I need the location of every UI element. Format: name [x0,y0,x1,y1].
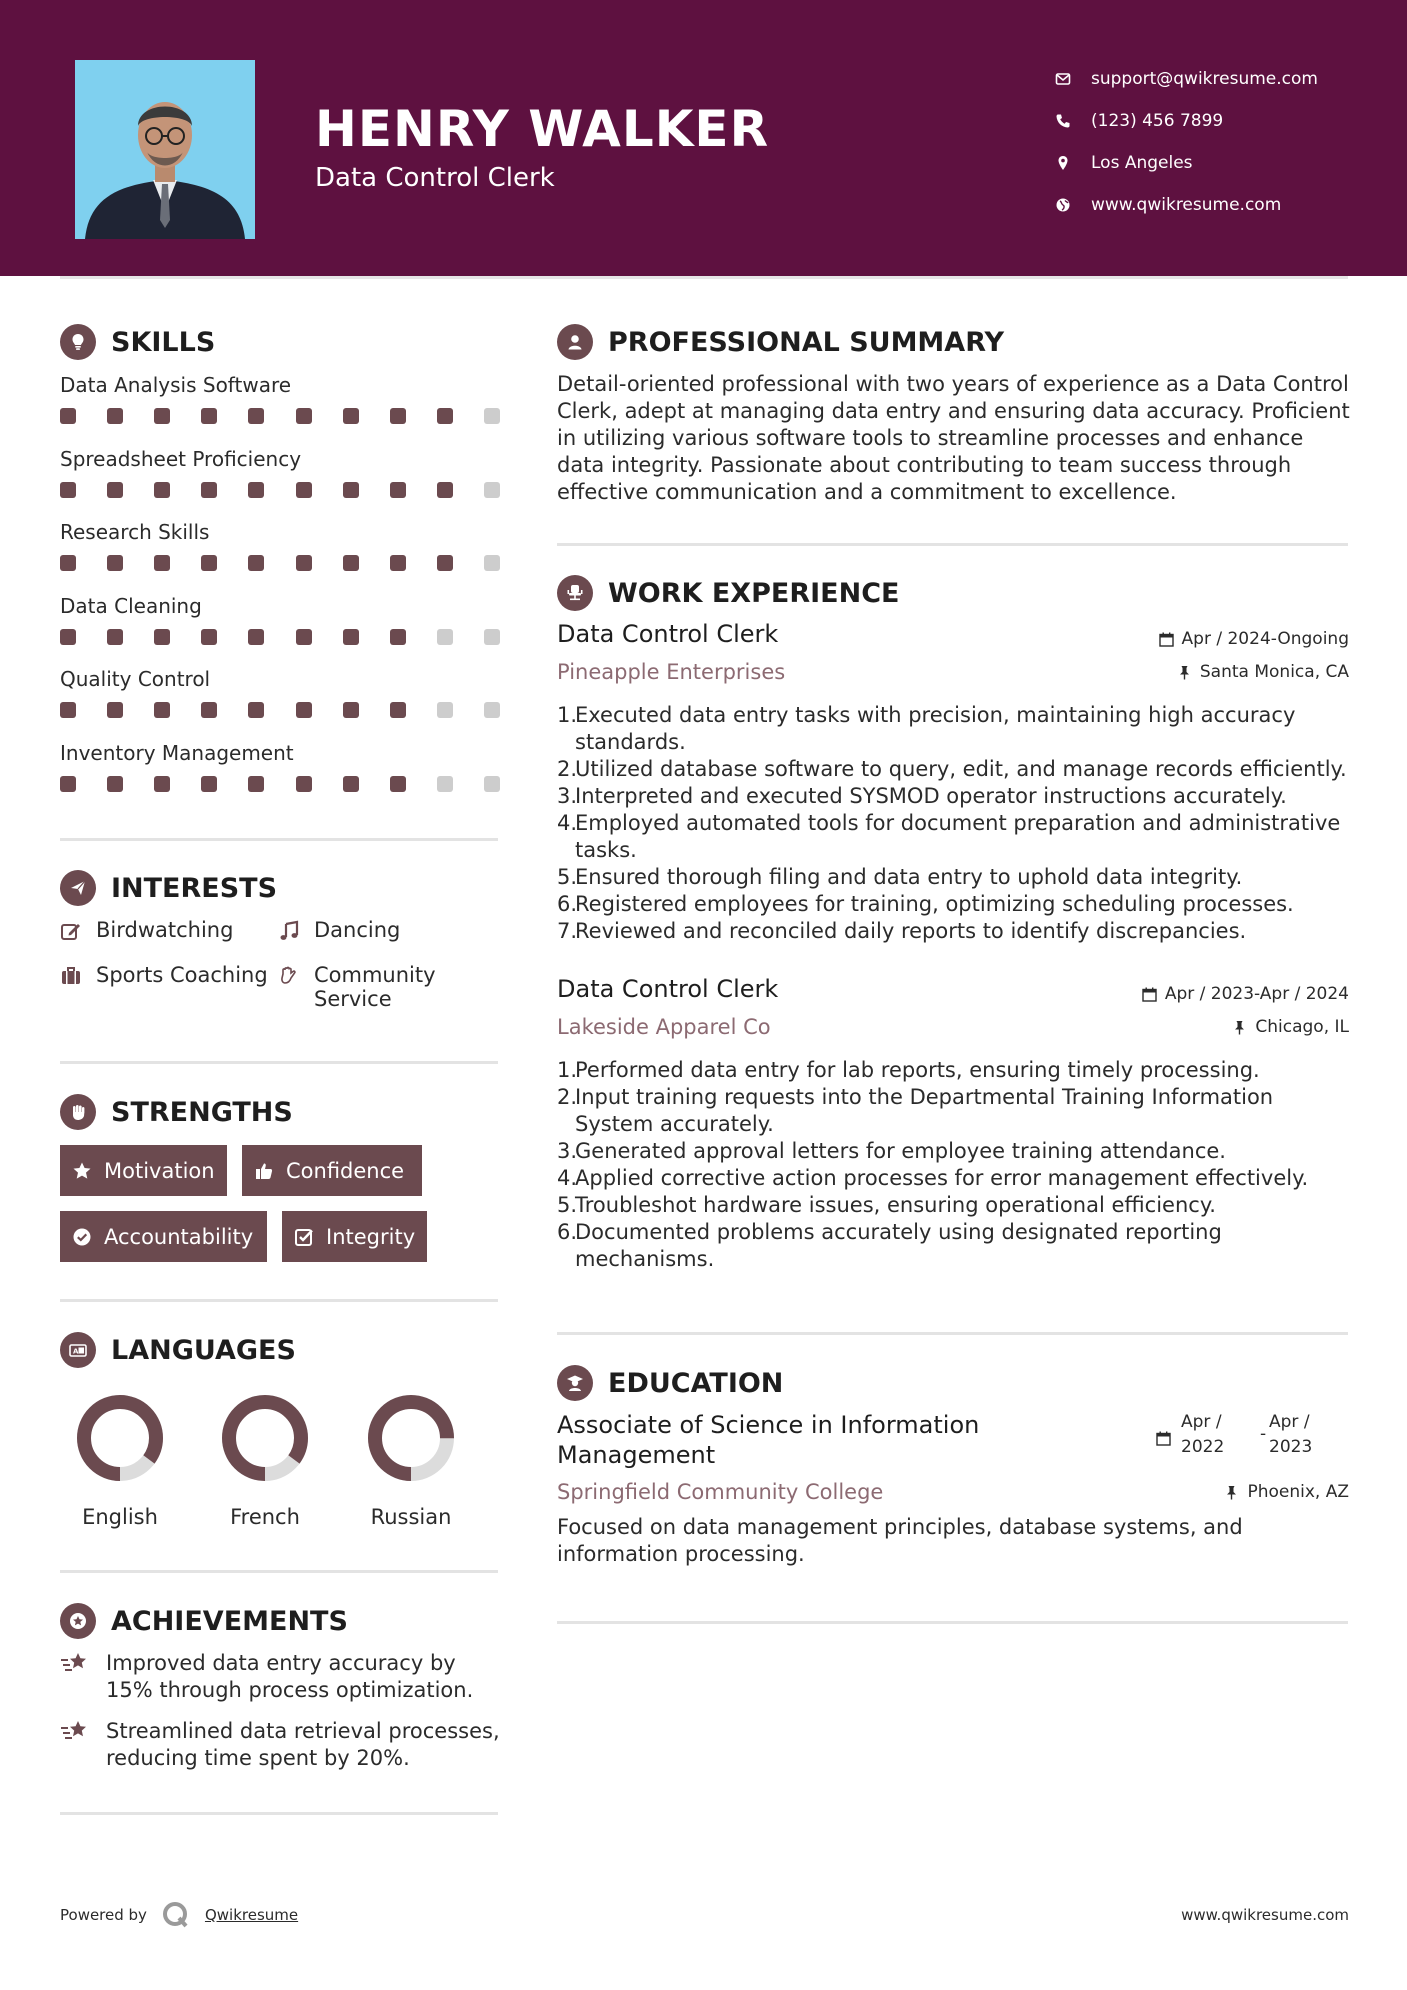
skill-dot [201,408,217,424]
skill-dot [484,776,500,792]
calendar-icon [1142,987,1157,1002]
skill-dot [390,776,406,792]
skill-dot [390,629,406,645]
list-number: 5. [557,1193,578,1217]
skill-dot [248,702,264,718]
skill-dot [107,555,123,571]
skill-dot [107,482,123,498]
skill-dot [343,408,359,424]
skill-dot [437,629,453,645]
skill-name: Data Analysis Software [60,373,292,397]
skills-heading: SKILLS [60,324,215,360]
skill-dot [296,408,312,424]
skill-name: Quality Control [60,667,211,691]
pushpin-icon [1232,1020,1247,1035]
list-item: 7. Reviewed and reconciled daily reports to identify discrepancies. [557,919,1247,943]
skill-dot [248,629,264,645]
skill-dot [154,482,170,498]
list-item: 1. Performed data entry for lab reports, ensuring timely processing. [557,1058,1260,1082]
skill-dot [107,408,123,424]
list-item: 2. Utilized database software to query, edit, and manage records efficiently. [557,757,1347,781]
skill-dot [60,776,76,792]
profile-photo [75,60,255,239]
summary-text: Detail-oriented professional with two years of experience as a Data Control Clerk, adept at managing data entry and ensuring data accuracy. Proficient in utilizing various software tools to streamline processes and enhance data integrity. Passionate about contributing to team success through effective communication and a commitment to excellence. [557,372,1350,504]
envelope-icon [1055,71,1071,87]
education-location: Phoenix, AZ [1224,1482,1349,1502]
language-ring-icon [366,1393,456,1483]
job-company: Lakeside Apparel Co [557,1015,771,1039]
summary-heading: PROFESSIONAL SUMMARY [557,324,1004,360]
language-ring-icon [75,1393,165,1483]
skill-dot [154,408,170,424]
contact-location [1055,142,1318,184]
skill-dot [248,776,264,792]
skill-dot [343,702,359,718]
calendar-icon [1156,1431,1171,1446]
check-square-icon [294,1227,314,1247]
contact-list [1055,58,1318,226]
skill-dot [390,555,406,571]
skill-rating [60,482,500,498]
language-item [361,1393,461,1529]
list-number: 1. [557,703,578,727]
job-dates: Apr / 2023-Apr / 2024 [1142,984,1349,1004]
skill-rating [60,776,500,792]
skill-dot [201,629,217,645]
qwikresume-logo-icon [161,1900,191,1930]
skill-dot [437,702,453,718]
job-location: Santa Monica, CA [1177,662,1349,682]
skill-dot [60,555,76,571]
language-item [70,1393,170,1529]
skill-dot [343,482,359,498]
candidate-title: Data Control Clerk [315,163,555,193]
language-name: Russian [370,1505,452,1529]
list-number: 4. [557,1166,578,1190]
skills-divider [60,838,498,841]
list-item: 3. Interpreted and executed SYSMOD operator instructions accurately. [557,784,1287,808]
skill-name: Data Cleaning [60,593,202,618]
list-item: 3. Generated approval letters for employee training attendance. [557,1139,1226,1163]
strength-badge: Integrity [282,1211,427,1262]
skill-dot [296,482,312,498]
contact-email-text: support@qwikresume.com [1091,69,1318,89]
list-item: 4. Employed automated tools for document preparation and administrative tasks. [557,811,1341,862]
interests-heading: INTERESTS [60,870,277,906]
skill-dot [390,702,406,718]
job-title: Data Control Clerk [557,620,779,648]
list-number: 5. [557,865,578,889]
language-icon [60,1332,96,1368]
skill-rating [60,408,500,424]
map-pin-icon [1055,155,1071,171]
skill-dot [484,408,500,424]
svg-text:A: A [73,1347,79,1356]
list-number: 4. [557,811,578,835]
list-item: 5. Troubleshot hardware issues, ensuring operational efficiency. [557,1193,1216,1217]
job-company: Pineapple Enterprises [557,660,786,684]
list-item: 6. Documented problems accurately using designated reporting mechanisms. [557,1220,1222,1271]
skill-dot [107,776,123,792]
candidate-name: HENRY WALKER [315,100,770,158]
skill-dot [296,702,312,718]
education-divider [557,1621,1348,1624]
education-degree: Associate of Science in Information Management [557,1411,980,1469]
list-item: 4. Applied corrective action processes for error management effectively. [557,1166,1309,1190]
thumbs-up-icon [254,1161,274,1181]
skill-name: Inventory Management [60,740,294,765]
summary-divider [557,543,1348,546]
education-dates: Apr / 2022 - Apr / 2023 [1156,1412,1346,1462]
interest-item: Sports Coaching [60,963,268,987]
skill-rating [60,555,500,571]
job-location: Chicago, IL [1232,1017,1349,1037]
resume-header [0,0,1407,276]
qwikresume-link[interactable]: Qwikresume [204,1906,299,1924]
achievement-item: Improved data entry accuracy by 15% through process optimization. [60,1650,500,1704]
contact-location-text: Los Angeles [1091,153,1193,173]
skill-dot [343,776,359,792]
interests-divider [60,1061,498,1064]
achievement-item: Streamlined data retrieval processes, reducing time spent by 20%. [60,1718,500,1772]
skill-dot [437,776,453,792]
skill-name: Research Skills [60,520,210,544]
office-chair-icon [557,575,593,611]
music-icon [278,920,300,942]
medal-star-icon [60,1603,96,1639]
skill-dot [390,482,406,498]
paper-plane-icon [60,870,96,906]
skill-dot [107,629,123,645]
interest-item: Community Service [278,963,458,1011]
skill-dot [60,482,76,498]
list-number: 3. [557,784,578,808]
list-item: 2. Input training requests into the Departmental Training Information System accurately. [557,1085,1274,1136]
list-number: 3. [557,1139,578,1163]
achievements-divider [60,1812,498,1815]
list-number: 6. [557,892,578,916]
skill-dot [296,776,312,792]
graduate-icon [557,1365,593,1401]
skill-dot [201,555,217,571]
lightbulb-icon [60,324,96,360]
briefcase-icon [60,965,82,987]
skill-dot [343,629,359,645]
skill-dot [390,408,406,424]
list-item: 1. Executed data entry tasks with precision, maintaining high accuracy standards. [557,703,1296,754]
language-name: English [82,1505,158,1529]
languages-divider [60,1570,498,1573]
strength-badge: Accountability [60,1211,267,1262]
skill-dot [248,555,264,571]
list-number: 2. [557,757,578,781]
experience-heading: WORK EXPERIENCE [557,575,899,611]
skill-dot [484,629,500,645]
skill-dot [248,482,264,498]
language-item [215,1393,315,1529]
skill-dot [484,702,500,718]
user-icon [557,324,593,360]
list-number: 2. [557,1085,578,1109]
education-heading: EDUCATION [557,1365,783,1401]
language-ring-icon [220,1393,310,1483]
contact-website-text: www.qwikresume.com [1091,195,1282,215]
contact-email[interactable] [1055,58,1318,100]
list-item: 6. Registered employees for training, optimizing scheduling processes. [557,892,1294,916]
skill-dot [154,629,170,645]
interest-item: Birdwatching [60,918,233,942]
contact-phone-text: (123) 456 7899 [1091,111,1224,131]
language-name: French [230,1505,300,1529]
edit-icon [60,920,82,942]
education-school: Springfield Community College [557,1480,884,1504]
skill-dot [154,776,170,792]
skill-dot [60,702,76,718]
skill-dot [296,555,312,571]
achievements-heading: ACHIEVEMENTS [60,1603,348,1639]
star-icon [72,1161,92,1181]
header-divider [60,276,1348,279]
skill-dot [201,702,217,718]
skill-dot [437,408,453,424]
pushpin-icon [1224,1485,1239,1500]
skill-dot [154,702,170,718]
footer-powered: Powered by Qwikresume [60,1900,298,1930]
list-number: 1. [557,1058,578,1082]
skill-name: Spreadsheet Proficiency [60,446,302,471]
job-bullets [557,702,1357,945]
skill-dot [60,629,76,645]
skill-dot [437,555,453,571]
shooting-star-icon [60,1650,90,1676]
languages-heading: A LANGUAGES [60,1332,296,1368]
skill-rating [60,629,500,645]
list-number: 6. [557,1220,578,1244]
skill-dot [154,555,170,571]
interest-item: Dancing [278,918,400,942]
skill-rating [60,702,500,718]
skill-dot [248,408,264,424]
strength-badge: Motivation [60,1145,227,1196]
phone-icon [1055,113,1071,129]
skill-dot [343,555,359,571]
experience-divider [557,1332,1348,1335]
check-circle-icon [72,1227,92,1247]
skill-dot [201,776,217,792]
skill-dot [107,702,123,718]
globe-icon [1055,197,1071,213]
strengths-divider [60,1299,498,1302]
education-description: Focused on data management principles, database systems, and information processing. [557,1515,1243,1566]
shooting-star-icon [60,1718,90,1744]
strength-badge: Confidence [242,1145,422,1196]
skill-dot [296,629,312,645]
job-bullets [557,1057,1357,1273]
skill-dot [484,555,500,571]
fist-icon [60,1094,96,1130]
skill-dot [201,482,217,498]
contact-website[interactable] [1055,184,1318,226]
contact-phone[interactable] [1055,100,1318,142]
pushpin-icon [1177,665,1192,680]
job-dates: Apr / 2024-Ongoing [1159,629,1349,649]
list-number: 7. [557,919,578,943]
skill-dot [484,482,500,498]
strengths-heading: STRENGTHS [60,1094,293,1130]
skill-dot [437,482,453,498]
footer-website[interactable]: www.qwikresume.com [1181,1906,1349,1924]
hand-icon [278,965,300,987]
calendar-icon [1159,632,1174,647]
list-item: 5. Ensured thorough filing and data entry to uphold data integrity. [557,865,1243,889]
job-title: Data Control Clerk [557,975,779,1003]
skill-dot [60,408,76,424]
